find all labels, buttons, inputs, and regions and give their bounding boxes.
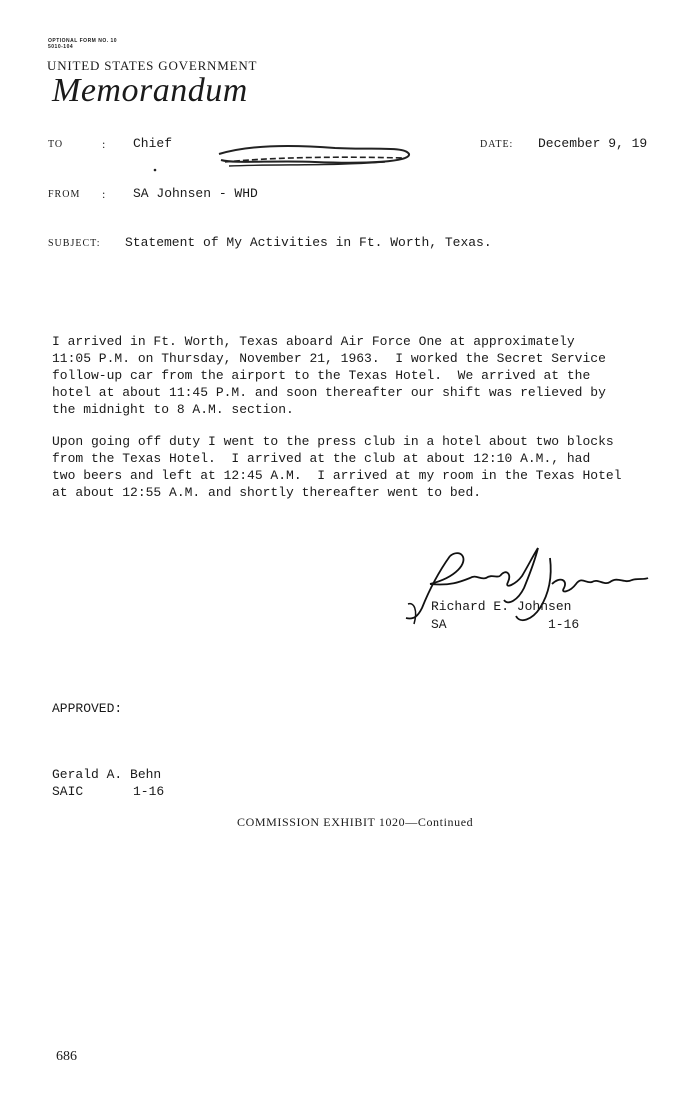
to-colon: : <box>102 137 106 151</box>
body-paragraph-1: I arrived in Ft. Worth, Texas aboard Air Force One at approximately 11:05 P.M. on Thursday, November 21, 1963. I worked the Secret Service follow-up car from the airport to the Texas Hotel. We arrived at the hotel at about 11:45 P.M. and soon thereafter our shift was relieved by the midnight to 8 A.M. section. <box>52 334 606 417</box>
form-number: OPTIONAL FORM NO. 10 5010-104 <box>48 38 118 50</box>
approver-title: SAIC <box>52 784 84 799</box>
from-value: SA Johnsen - WHD <box>133 186 258 201</box>
approved-label: APPROVED: <box>52 701 123 716</box>
agency-name: UNITED STATES GOVERNMENT <box>47 58 258 73</box>
date-value: December 9, 19 <box>538 136 648 151</box>
signer-name: Richard E. Johnsen <box>431 599 572 614</box>
signer-code: 1-16 <box>548 617 580 632</box>
subject-value: Statement of My Activities in Ft. Worth, Texas. <box>125 235 492 250</box>
to-label: TO <box>48 139 64 150</box>
signer-title: SA <box>431 617 447 632</box>
page-number: 686 <box>56 1049 77 1064</box>
exhibit-caption: COMMISSION EXHIBIT 1020—Continued <box>237 815 474 829</box>
from-label: FROM <box>48 189 81 200</box>
memo-title: Memorandum <box>52 72 248 109</box>
from-colon: : <box>102 187 106 201</box>
approver-name: Gerald A. Behn <box>52 767 162 782</box>
to-value: Chief <box>133 136 173 151</box>
approver-code: 1-16 <box>133 784 165 799</box>
body-paragraph-2: Upon going off duty I went to the press club in a hotel about two blocks from the Texas Hotel. I arrived at the club at about 12:10 A.M., had two beers and left at 12:45 A.M. I arrived at my room in the Texas Hotel at about 12:55 A.M. and shortly thereafter went to bed. <box>52 434 622 500</box>
date-label: DATE: <box>480 139 514 150</box>
subject-label: SUBJECT: <box>48 238 101 249</box>
redaction-scribble <box>215 140 415 180</box>
